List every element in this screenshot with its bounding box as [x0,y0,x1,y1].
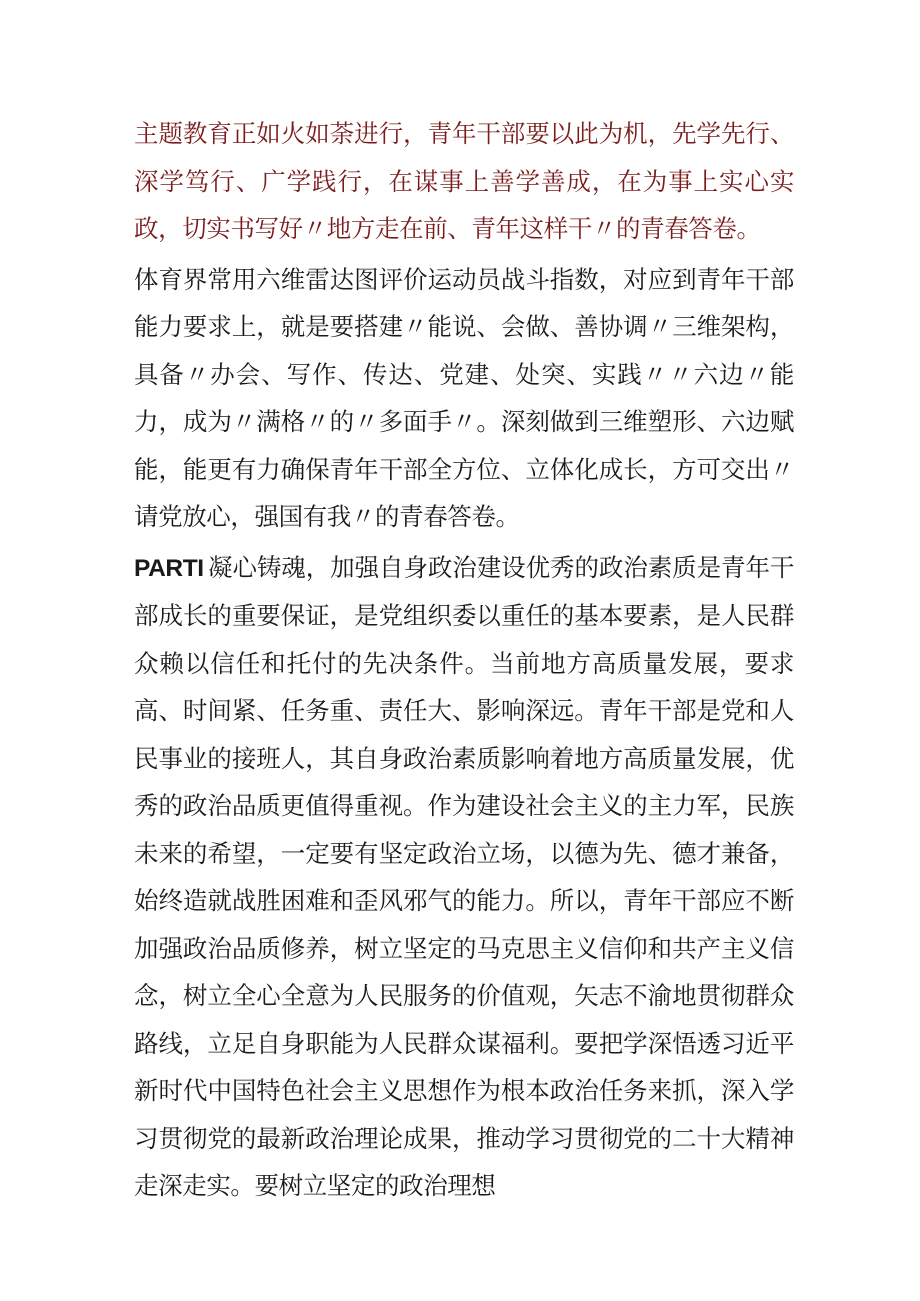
part1-body: 凝心铸魂，加强自身政治建设优秀的政治素质是青年干部成长的重要保证，是党组织委以重任的基本要素，是人民群众赖以信任和托付的先决条件。当前地方高质量发展，要求高、时间紧、任务重、责任大、影响深远。青年干部是党和人民事业的接班人，其自身政治素质影响着地方高质量发展，优秀的政治品质更值得重视。作为建设社会主义的主力军，民族未来的希望，一定要有坚定政治立场，以德为先、德才兼备，始终造就战胜困难和歪风邪气的能力。所以，青年干部应不断加强政治品质修养，树立坚定的马克思主义信仰和共产主义信念，树立全心全意为人民服务的价值观，矢志不渝地贯彻群众路线，立足自身职能为人民群众谋福利。要把学深悟透习近平新时代中国特色社会主义思想作为根本政治任务来抓，深入学习贯彻党的最新政治理论成果，推动学习贯彻党的二十大精神走深走实。要树立坚定的政治理想 [134,552,794,1200]
part1-label: PARTI [134,554,204,582]
part1-paragraph [134,544,794,1210]
intro-paragraph: 主题教育正如火如荼进行，青年干部要以此为机，先学先行、深学笃行、广学践行，在谋事上善学善成，在为事上实心实政，切实书写好〃地方走在前、青年这样干〃的青春答卷。 [134,119,794,243]
framework-paragraph: 体育界常用六维雷达图评价运动员战斗指数，对应到青年干部能力要求上，就是要搭建〃能说、会做、善协调〃三维架构，具备〃办会、写作、传达、党建、处突、实践〃〃六边〃能力，成为〃满格〃的〃多面手〃。深刻做到三维塑形、六边赋能，能更有力确保青年干部全方位、立体化成长，方可交出〃请党放心，强国有我〃的青春答卷。 [134,264,794,531]
document-body [134,110,794,1210]
